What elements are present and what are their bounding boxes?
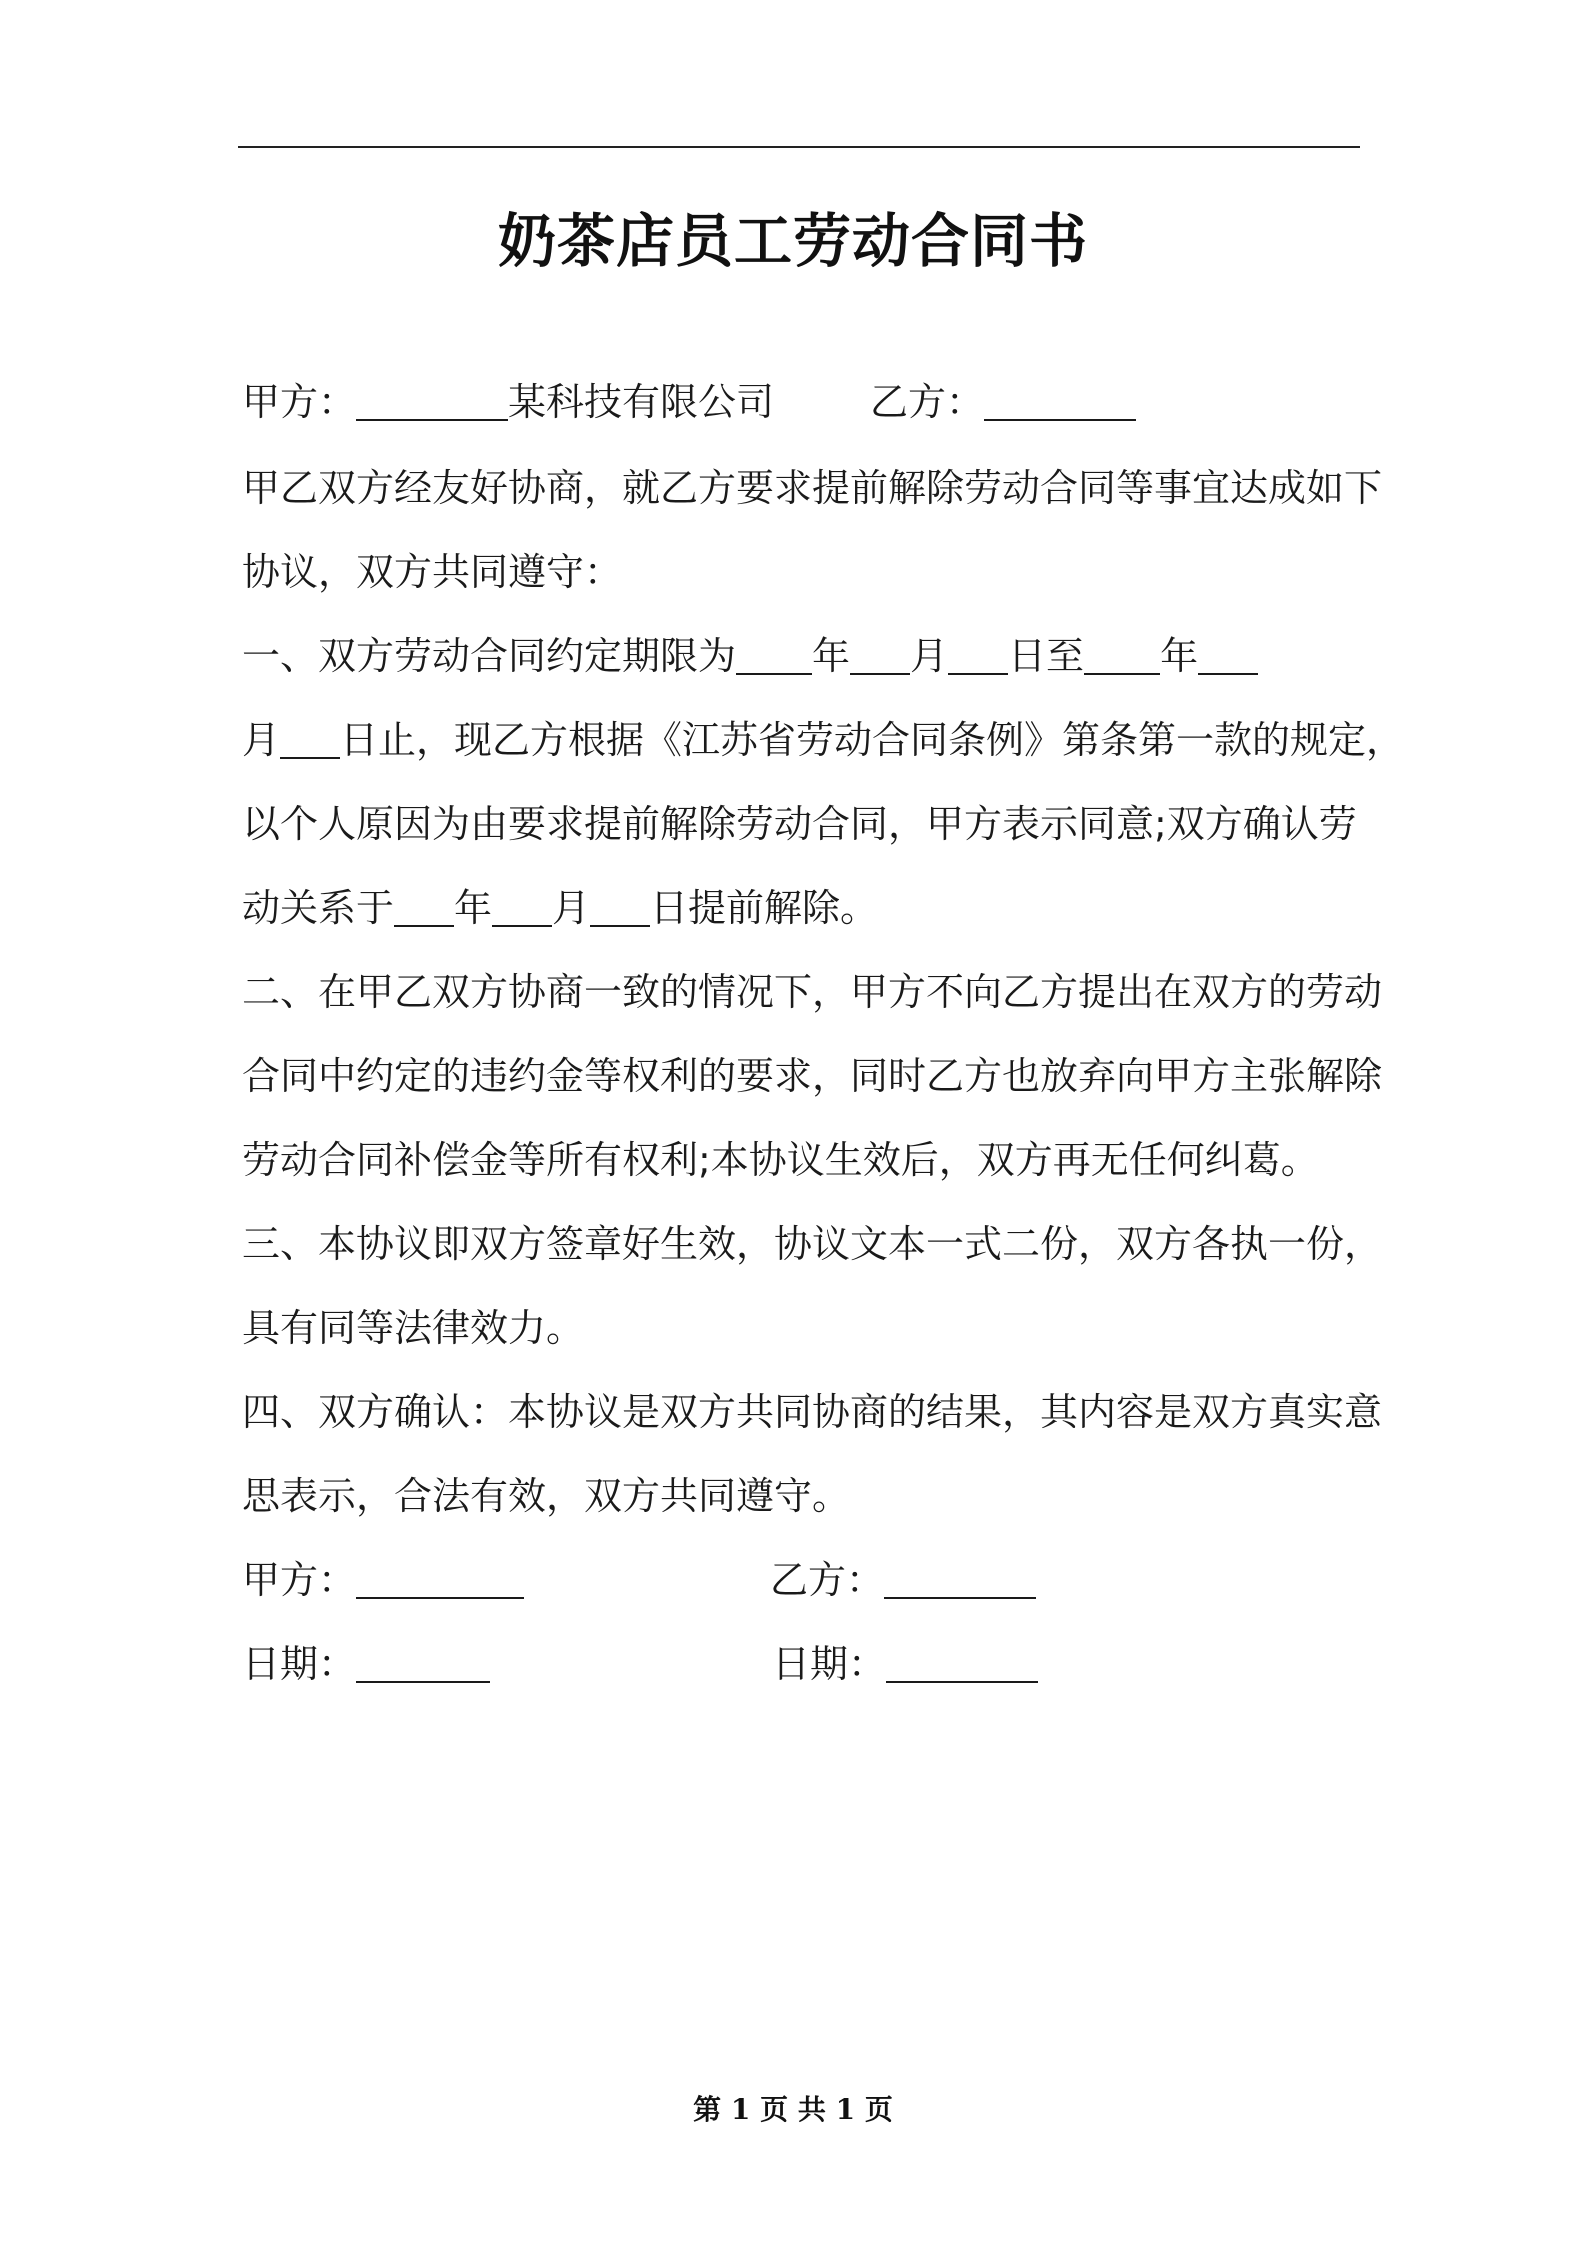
clause1-line-1 (242, 628, 1392, 684)
clause1-text: 日提前解除。 (650, 886, 879, 930)
party-a-name: 某科技有限公司 (508, 380, 775, 424)
end-month-blank[interactable] (1198, 633, 1258, 675)
signature-party-b-blank[interactable] (884, 1557, 1036, 1599)
signature-party-b (770, 1552, 1036, 1608)
clause1-text: 动关系于 (242, 886, 395, 930)
clause3-line-1: 三、本协议即双方签章好生效，协议文本一式二份，双方各执一份， (242, 1222, 1383, 1266)
clause3-line-2: 具有同等法律效力。 (242, 1306, 585, 1350)
signature-date-a-blank[interactable] (356, 1641, 490, 1683)
clause2-line-1: 二、在甲乙双方协商一致的情况下，甲方不向乙方提出在双方的劳动 (242, 970, 1383, 1014)
clause1-text: 日止，现乙方根据《江苏省劳动合同条例》第条第一款的规定， (340, 718, 1405, 762)
signature-date-a (242, 1636, 490, 1692)
top-rule (238, 146, 1360, 148)
termination-day-blank[interactable] (590, 885, 650, 927)
signature-party-b-label: 乙方： (770, 1558, 885, 1602)
end-year-blank[interactable] (1084, 633, 1160, 675)
clause2-line-3: 劳动合同补偿金等所有权利;本协议生效后，双方再无任何纠葛。 (242, 1138, 1319, 1182)
clause1-line-3: 以个人原因为由要求提前解除劳动合同，甲方表示同意;双方确认劳 (242, 802, 1357, 846)
termination-month-blank[interactable] (492, 885, 552, 927)
clause1-text: 一、双方劳动合同约定期限为 (242, 634, 737, 678)
clause1-line-4 (242, 880, 1392, 936)
parties-line (242, 374, 1392, 430)
intro-line-2: 协议，双方共同遵守： (242, 550, 623, 594)
intro-line-1: 甲乙双方经友好协商，就乙方要求提前解除劳动合同等事宜达成如下 (242, 466, 1383, 510)
end-day-blank[interactable] (280, 717, 340, 759)
signature-party-a-label: 甲方： (242, 1558, 357, 1602)
day-to-label: 日至 (1008, 634, 1085, 678)
signature-party-a-blank[interactable] (356, 1557, 524, 1599)
month-label: 月 (910, 634, 949, 678)
document-title: 奶茶店员工劳动合同书 (497, 207, 1088, 275)
signature-date-b-label: 日期： (772, 1642, 887, 1686)
year-label: 年 (1160, 634, 1199, 678)
termination-year-blank[interactable] (394, 885, 454, 927)
year-label: 年 (812, 634, 851, 678)
clause4-line-2: 思表示，合法有效，双方共同遵守。 (242, 1474, 851, 1518)
party-b-blank[interactable] (984, 379, 1136, 421)
party-b-label: 乙方： (870, 380, 985, 424)
start-year-blank[interactable] (736, 633, 812, 675)
page-footer: 第 1 页 共 1 页 (693, 2093, 893, 2126)
month-label: 月 (242, 718, 281, 762)
signature-date-b-blank[interactable] (886, 1641, 1038, 1683)
start-month-blank[interactable] (850, 633, 910, 675)
signature-date-a-label: 日期： (242, 1642, 357, 1686)
year-label: 年 (454, 886, 493, 930)
start-day-blank[interactable] (948, 633, 1008, 675)
signature-party-a (242, 1552, 524, 1608)
clause4-line-1: 四、双方确认：本协议是双方共同协商的结果，其内容是双方真实意 (242, 1390, 1383, 1434)
clause2-line-2: 合同中约定的违约金等权利的要求，同时乙方也放弃向甲方主张解除 (242, 1054, 1383, 1098)
month-label: 月 (552, 886, 591, 930)
signature-date-b (772, 1636, 1038, 1692)
party-a-label: 甲方： (242, 380, 357, 424)
clause1-line-2 (242, 712, 1405, 768)
party-a-blank[interactable] (356, 379, 508, 421)
